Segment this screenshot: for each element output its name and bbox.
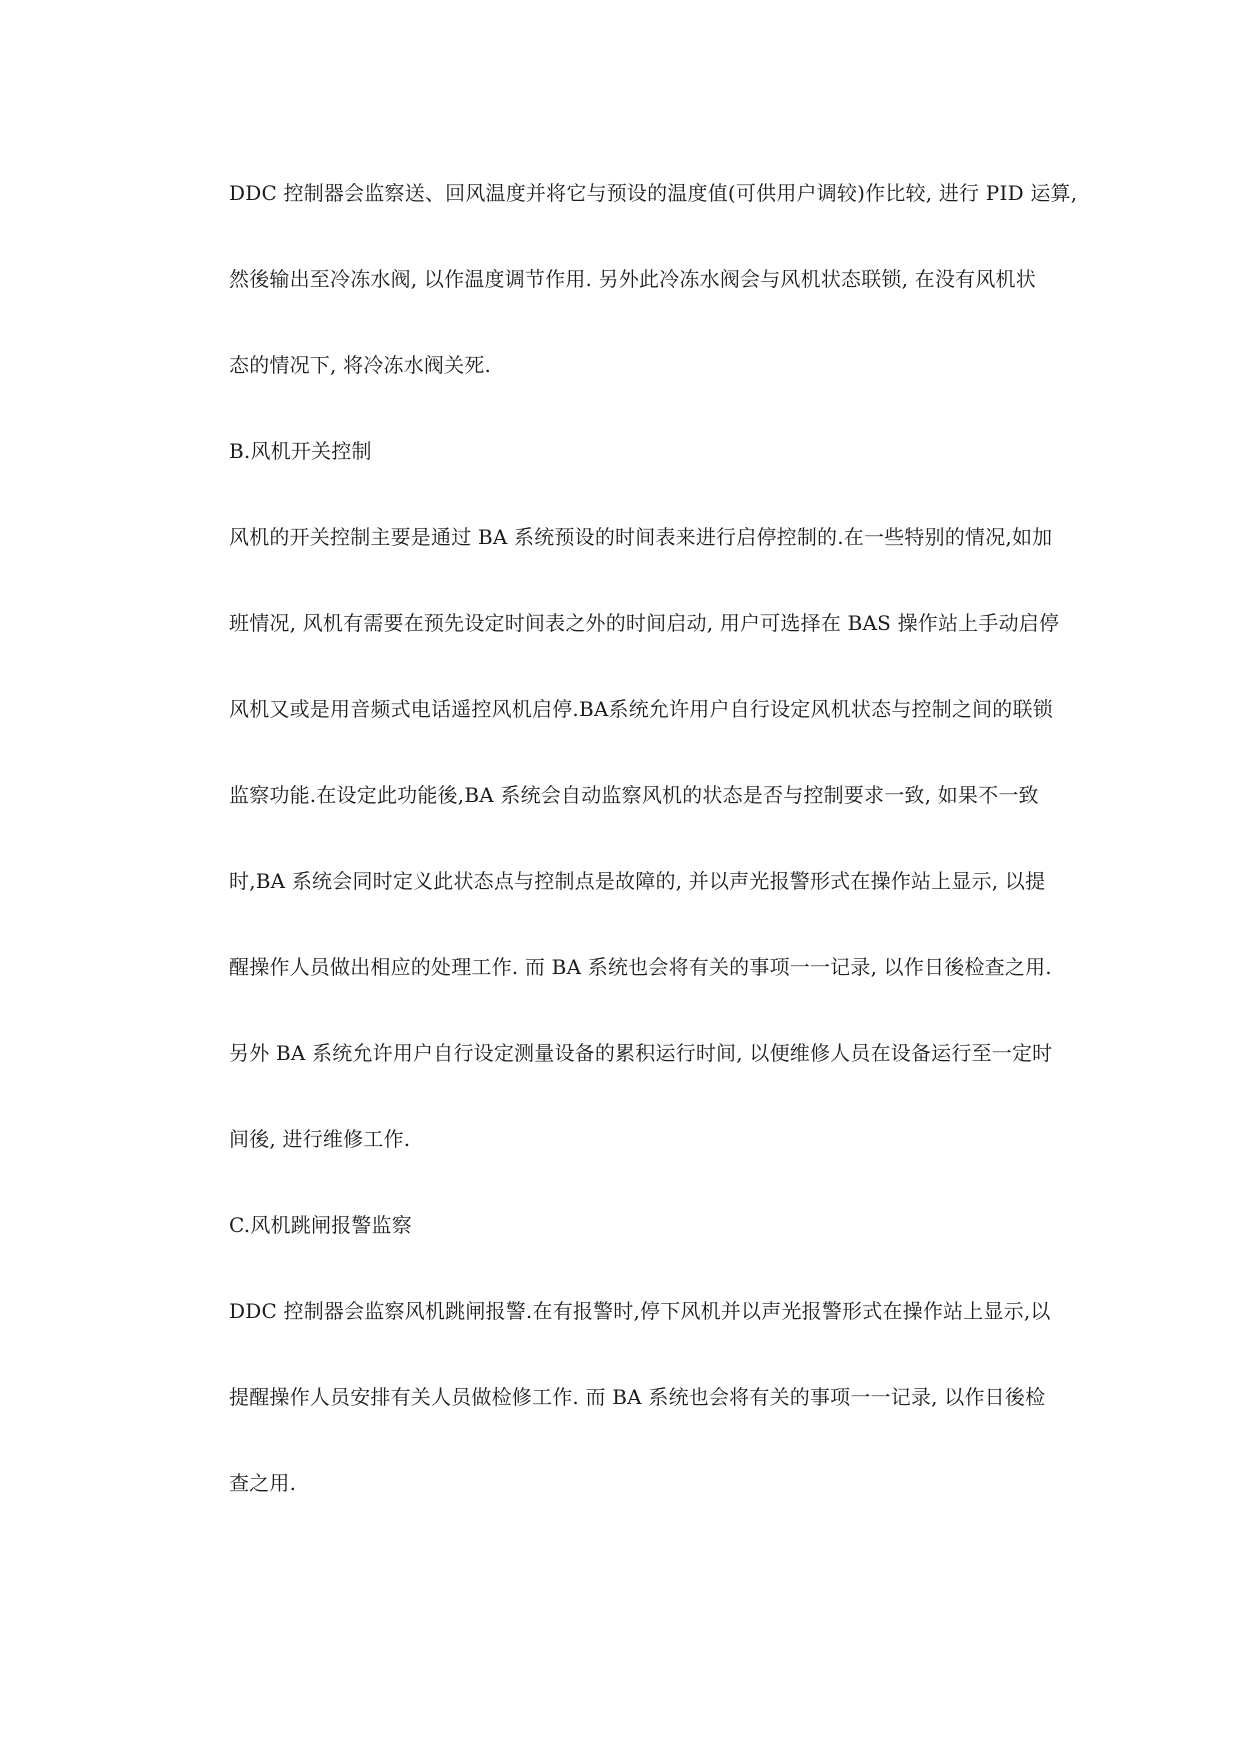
text-line: 查之用.	[229, 1471, 297, 1495]
text-line: 态的情况下, 将冷冻水阀关死.	[229, 353, 492, 377]
text-line: 风机又或是用音频式电话遥控风机启停.BA系统允许用户自行设定风机状态与控制之间的联锁	[229, 697, 1053, 721]
text-line: 班情况, 风机有需要在预先设定时间表之外的时间启动, 用户可选择在 BAS 操作站上手动启停	[229, 611, 1060, 635]
text-line: 间後, 进行维修工作.	[229, 1127, 411, 1151]
text-line: 时,BA 系统会同时定义此状态点与控制点是故障的, 并以声光报警形式在操作站上显示, 以提	[229, 869, 1046, 893]
section-heading-c: C.风机跳闸报警监察	[229, 1213, 412, 1237]
text-line: DDC 控制器会监察送、回风温度并将它与预设的温度值(可供用户调较)作比较, 进行 PID 运算,	[229, 181, 1078, 205]
section-heading-b: B.风机开关控制	[229, 439, 372, 463]
text-line: 监察功能.在设定此功能後,BA 系统会自动监察风机的状态是否与控制要求一致, 如果不一致	[229, 783, 1039, 807]
text-line: 风机的开关控制主要是通过 BA 系统预设的时间表来进行启停控制的.在一些特别的情况,如加	[229, 525, 1053, 549]
text-line: 醒操作人员做出相应的处理工作. 而 BA 系统也会将有关的事项一一记录, 以作日後检查之用.	[229, 955, 1052, 979]
text-line: 然後输出至冷冻水阀, 以作温度调节作用. 另外此冷冻水阀会与风机状态联锁, 在没有风机状	[229, 267, 1036, 291]
text-line: 另外 BA 系统允许用户自行设定测量设备的累积运行时间, 以便维修人员在设备运行至一定时	[229, 1041, 1053, 1065]
text-line: 提醒操作人员安排有关人员做检修工作. 而 BA 系统也会将有关的事项一一记录, 以作日後检	[229, 1385, 1046, 1409]
text-line: DDC 控制器会监察风机跳闸报警.在有报警时,停下风机并以声光报警形式在操作站上显示,以	[229, 1299, 1051, 1323]
